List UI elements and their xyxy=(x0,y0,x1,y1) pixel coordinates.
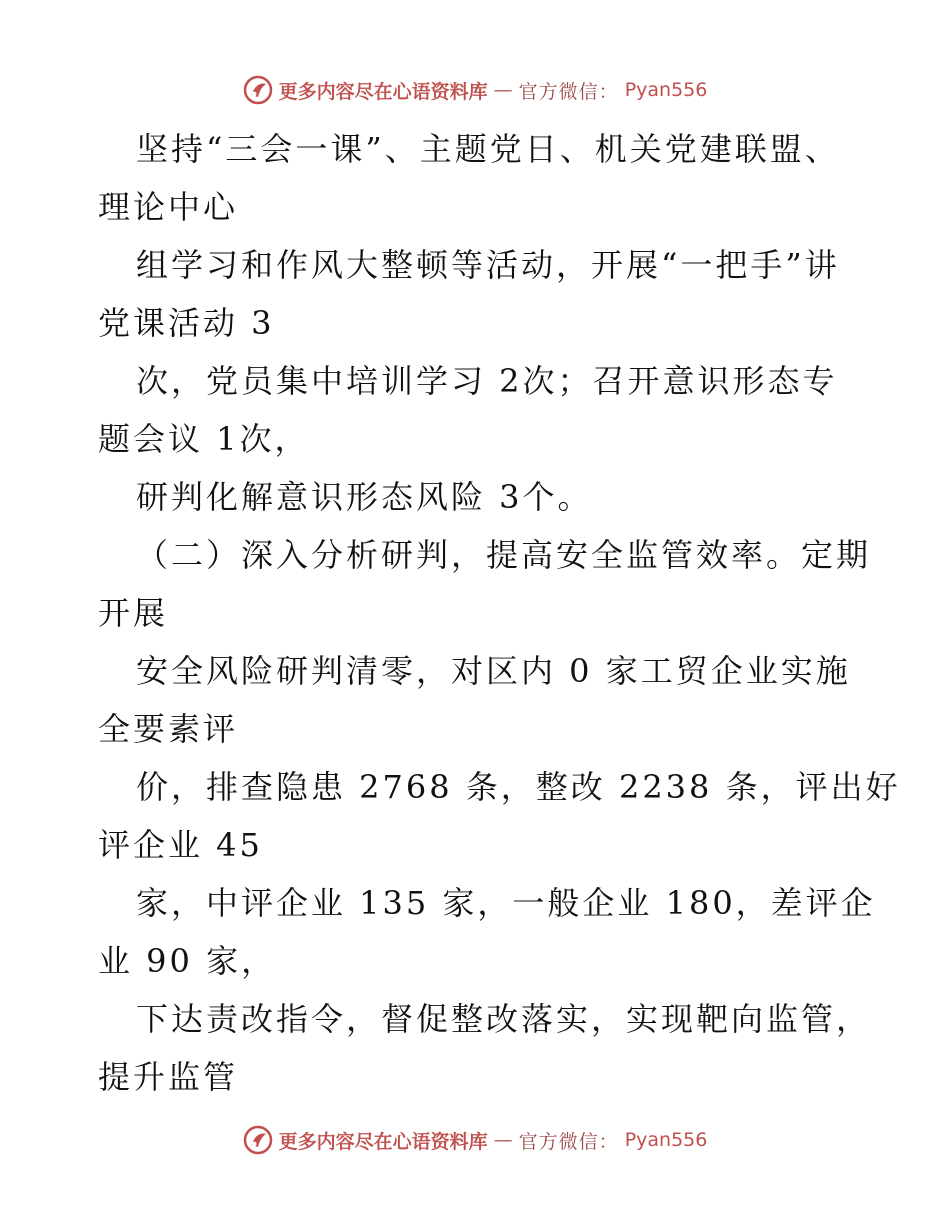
text-line: 评企业 45 xyxy=(98,826,263,864)
text-line: 坚持“三会一课”、主题党日、机关党建联盟、 xyxy=(136,130,840,168)
watermark-id: Pyan556 xyxy=(624,1129,708,1151)
text-line: 次，党员集中培训学习 2次；召开意识形态专 xyxy=(136,362,838,400)
text-line: 组学习和作风大整顿等活动，开展“一把手”讲 xyxy=(136,246,840,284)
text-line: 开展 xyxy=(98,594,169,632)
text-line: 安全风险研判清零，对区内 0 家工贸企业实施 xyxy=(136,652,851,690)
watermark-title: 更多内容尽在心语资料库 xyxy=(278,1130,488,1153)
text-line: 提升监管 xyxy=(98,1058,239,1096)
footer-watermark xyxy=(0,1120,950,1160)
text-line: 研判化解意识形态风险 3个。 xyxy=(136,478,593,516)
text-line: 全要素评 xyxy=(98,710,239,748)
watermark-separator: — xyxy=(493,1129,513,1151)
text-line: 业 90 家， xyxy=(98,942,277,980)
brand-logo-icon xyxy=(243,1125,273,1155)
text-line: 价，排查隐患 2768 条，整改 2238 条，评出好 xyxy=(136,768,901,806)
header-watermark xyxy=(0,70,950,110)
section-heading-line: （二）深入分析研判，提高安全监管效率。定期 xyxy=(136,536,872,574)
watermark-channel: 官方微信： xyxy=(518,1130,619,1153)
text-line: 党课活动 3 xyxy=(98,304,275,342)
brand-logo-icon xyxy=(243,75,273,105)
watermark-channel: 官方微信： xyxy=(518,80,619,103)
text-line: 下达责改指令，督促整改落实，实现靶向监管， xyxy=(136,1000,872,1038)
watermark-id: Pyan556 xyxy=(624,79,708,101)
text-line: 理论中心 xyxy=(98,188,239,226)
text-line: 家，中评企业 135 家，一般企业 180，差评企 xyxy=(136,884,876,922)
watermark-separator: — xyxy=(493,79,513,101)
document-body xyxy=(98,120,901,1106)
text-line: 题会议 1次， xyxy=(98,420,310,458)
watermark-title: 更多内容尽在心语资料库 xyxy=(278,80,488,103)
